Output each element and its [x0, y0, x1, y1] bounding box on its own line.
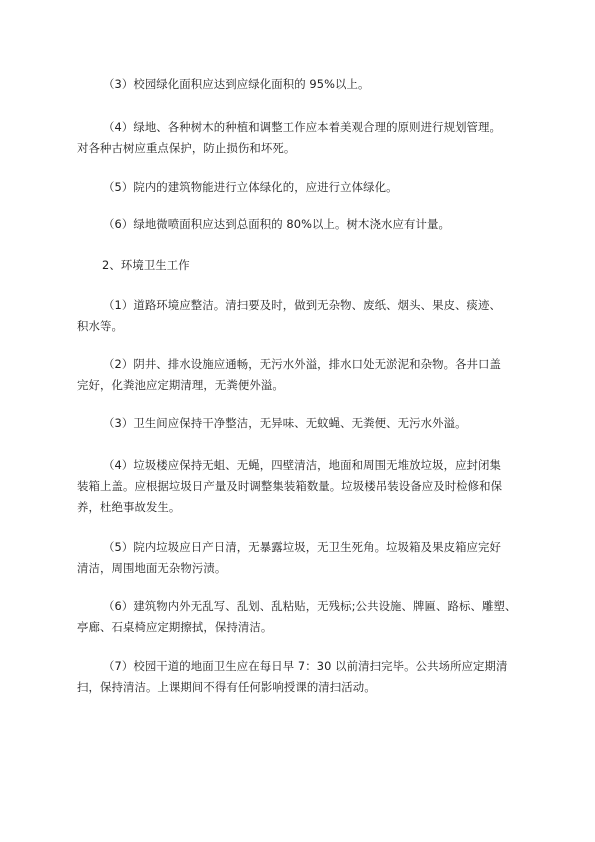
- paragraph-sanitation-5: [77, 537, 532, 579]
- paragraph-line: 扫，保持清洁。上课期间不得有任何影响授课的清扫活动。: [77, 680, 376, 694]
- paragraph-greening-6: [77, 214, 532, 235]
- paragraph-line: 积水等。: [77, 319, 123, 333]
- paragraph-sanitation-4: [77, 455, 532, 518]
- paragraph-sanitation-3: [77, 413, 532, 434]
- paragraph-line: （7）校园干道的地面卫生应在每日早 7：30 以前清扫完毕。公共场所应定期清: [103, 659, 508, 673]
- paragraph-line: （3）卫生间应保持干净整洁，无异味、无蚊蝇、无粪便、无污水外溢。: [103, 416, 467, 430]
- paragraph-line: （2）阴井、排水设施应通畅，无污水外溢，排水口处无淤泥和杂物。各井口盖: [103, 357, 502, 371]
- paragraph-line: 对各种古树应重点保护，防止损伤和坏死。: [77, 141, 296, 155]
- paragraph-line: （6）建筑物内外无乱写、乱划、乱粘贴，无残标;公共设施、牌匾、路标、雕塑、: [103, 599, 517, 613]
- paragraph-sanitation-1: [77, 295, 532, 337]
- paragraph-line: （3）校园绿化面积应达到应绿化面积的 95%以上。: [103, 77, 370, 91]
- paragraph-line: （6）绿地微喷面积应达到总面积的 80%以上。树木浇水应有计量。: [103, 217, 450, 231]
- paragraph-greening-3: [77, 74, 532, 95]
- paragraph-line: （5）院内垃圾应日产日清，无暴露垃圾，无卫生死角。垃圾箱及果皮箱应完好: [103, 540, 502, 554]
- paragraph-line: （1）道路环境应整洁。清扫要及时，做到无杂物、废纸、烟头、果皮、痰迹、: [103, 298, 502, 312]
- paragraph-line: 清洁，周围地面无杂物污渍。: [77, 561, 227, 575]
- paragraph-greening-4: [77, 117, 532, 159]
- paragraph-sanitation-2: [77, 354, 532, 396]
- paragraph-greening-5: [77, 177, 532, 198]
- section-heading-sanitation: [102, 255, 557, 276]
- paragraph-line: （4）绿地、各种树木的种植和调整工作应本着美观合理的原则进行规划管理。: [103, 120, 502, 134]
- section-heading: 2、环境卫生工作: [102, 258, 190, 272]
- paragraph-sanitation-6: [77, 596, 532, 638]
- paragraph-line: 完好，化粪池应定期清理，无粪便外溢。: [77, 378, 284, 392]
- paragraph-line: 养，杜绝事故发生。: [77, 500, 181, 514]
- paragraph-line: 亭廊、石桌椅应定期擦拭，保持清洁。: [77, 620, 273, 634]
- paragraph-sanitation-7: [77, 656, 532, 698]
- paragraph-line: （5）院内的建筑物能进行立体绿化的，应进行立体绿化。: [103, 180, 398, 194]
- paragraph-line: （4）垃圾楼应保持无蛆、无蝇，四壁清洁，地面和周围无堆放垃圾，应封闭集: [103, 458, 502, 472]
- paragraph-line: 装箱上盖。应根据垃圾日产量及时调整集装箱数量。垃圾楼吊装设备应及时检修和保: [77, 479, 503, 493]
